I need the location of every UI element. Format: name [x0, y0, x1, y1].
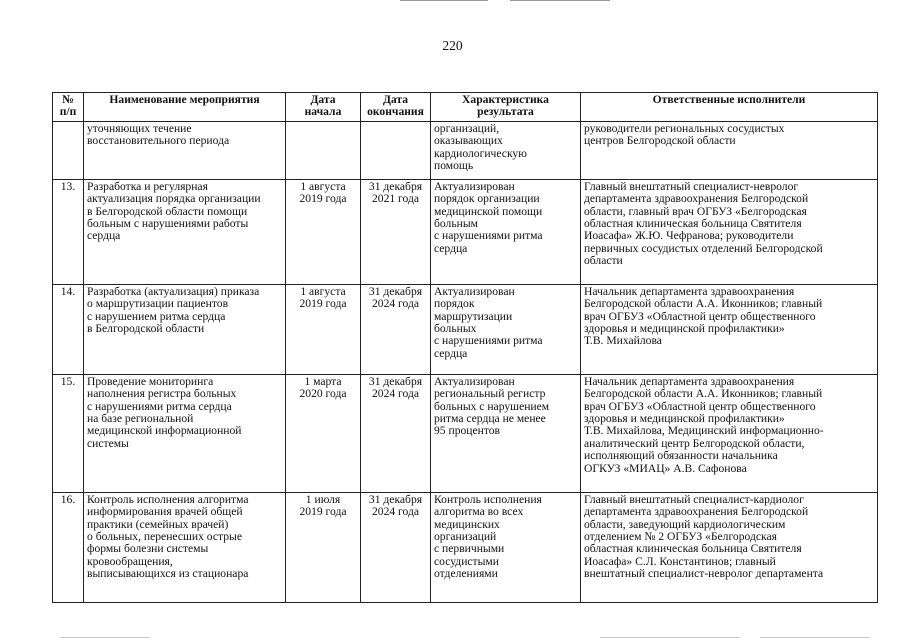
text-line: Дата — [382, 93, 409, 106]
text-line: кардиологическую — [434, 146, 527, 160]
text-line: исполняющий обязанности начальника — [584, 449, 778, 463]
text-line: с нарушениями ритма — [434, 229, 543, 243]
text-line: уточняющих течение — [87, 121, 192, 135]
column-header-end-date — [361, 93, 431, 122]
responsible-persons — [581, 179, 878, 284]
text-line: маршрутизации — [434, 309, 513, 323]
text-line: окончания — [367, 105, 424, 119]
text-line: 2024 года — [371, 387, 420, 401]
text-line: области, заведующий кардиологическим — [584, 517, 786, 531]
bottom-scan-line-left — [60, 637, 150, 638]
start-date — [286, 492, 361, 602]
text-line: 2024 года — [371, 505, 420, 519]
text-line: 1 августа — [300, 284, 346, 298]
responsible-persons — [581, 374, 878, 492]
text-line: центров Белгородской области — [584, 134, 736, 148]
text-line: 2024 года — [371, 297, 420, 311]
column-header-responsible — [581, 93, 878, 122]
text-line: Главный внештатный специалист-кардиолог — [584, 492, 804, 506]
text-line: Начальник департамента здравоохранения — [584, 374, 795, 388]
activity-name — [84, 179, 286, 284]
text-line: актуализация порядка организации — [87, 192, 261, 206]
text-line: ритма сердца не менее — [434, 412, 546, 426]
text-line: Актуализирован — [434, 284, 515, 298]
text-line: врач ОГБУЗ «Областной центр общественного — [584, 399, 816, 413]
text-line: выписывающихся из стационара — [87, 567, 249, 581]
text-line: медицинской помощи — [434, 204, 543, 218]
text-line: отделением № 2 ОГБУЗ «Белгородская — [584, 530, 777, 544]
table-row — [53, 284, 878, 374]
text-line: о больных, перенесших острые — [87, 530, 242, 544]
column-header-result — [431, 93, 581, 122]
start-date — [286, 121, 361, 179]
text-line: больных с нарушением — [434, 399, 550, 413]
text-line: сосудистыми — [434, 554, 499, 568]
text-line: 2019 года — [299, 297, 347, 311]
start-date — [286, 284, 361, 374]
text-line: с первичными — [434, 542, 505, 556]
text-line: на базе региональной — [87, 412, 194, 426]
text-line: 31 декабря — [368, 179, 423, 193]
text-line: наполнения регистра больных — [87, 387, 237, 401]
text-line: 2020 года — [299, 387, 347, 401]
text-line: медицинской информационной — [87, 424, 242, 438]
text-line: 1 августа — [300, 179, 346, 193]
text-line: сердца — [434, 241, 468, 255]
text-line: области, главный врач ОГБУЗ «Белгородская — [584, 204, 807, 218]
text-line: больных — [434, 322, 477, 336]
start-date — [286, 374, 361, 492]
text-line: 31 декабря — [368, 284, 423, 298]
text-line: 31 декабря — [368, 374, 423, 388]
text-line: Контроль исполнения — [434, 492, 542, 506]
activity-name — [84, 374, 286, 492]
text-line: аналитический центр Белгородской области, — [584, 436, 805, 450]
text-line: Иоасафа» С.Л. Константинов; главный — [584, 554, 776, 568]
text-line: системы — [87, 436, 129, 450]
row-number: 13. — [53, 179, 84, 284]
text-line: здоровья и медицинской профилактики» — [584, 412, 785, 426]
text-line: внештатный специалист-невролог департамента — [584, 567, 824, 581]
top-scan-line-left — [400, 0, 488, 1]
text-line: 2019 года — [299, 192, 347, 206]
table-row — [53, 374, 878, 492]
text-line: 2021 года — [371, 192, 420, 206]
table-row — [53, 179, 878, 284]
text-line: областная клиническая больница Святителя — [584, 217, 802, 231]
text-line: больным — [434, 217, 478, 231]
text-line: Иоасафа» Ж.Ю. Чефранова; руководители — [584, 229, 794, 243]
text-line: формы болезни системы — [87, 542, 209, 556]
text-line: 1 июля — [305, 492, 341, 506]
result-description — [431, 492, 581, 602]
text-line: Т.В. Михайлова — [584, 334, 662, 348]
text-line: Т.В. Михайлова, Медицинский информационно- — [584, 424, 824, 438]
text-line: врач ОГБУЗ «Областной центр общественного — [584, 309, 816, 323]
text-line: Белгородской области А.А. Иконников; главный — [584, 387, 823, 401]
text-line: здоровья и медицинской профилактики» — [584, 322, 785, 336]
text-line: Начальник департамента здравоохранения — [584, 284, 795, 298]
text-line: 31 декабря — [368, 492, 423, 506]
text-line: информирования врачей общей — [87, 505, 243, 519]
text-line: результата — [477, 105, 534, 119]
text-line: № — [62, 93, 74, 106]
text-line: начала — [304, 105, 342, 119]
end-date — [361, 121, 431, 179]
top-scan-line-right — [510, 0, 610, 1]
result-description — [431, 179, 581, 284]
text-line: порядок организации — [434, 192, 540, 206]
page-number: 220 — [442, 38, 463, 53]
text-line: Белгородской области А.А. Иконников; главный — [584, 297, 823, 311]
start-date — [286, 179, 361, 284]
text-line: региональный регистр — [434, 387, 546, 401]
row-number — [53, 121, 84, 179]
text-line: с нарушением ритма сердца — [87, 309, 226, 323]
text-line: областная клиническая больница Святителя — [584, 542, 802, 556]
column-header-number — [53, 93, 84, 122]
text-line: помощь — [434, 159, 474, 173]
text-line: ОГКУЗ «МИАЦ» А.В. Сафонова — [584, 461, 747, 475]
text-line: восстановительного периода — [87, 134, 230, 148]
text-line: Наименование мероприятия — [109, 93, 260, 106]
text-line: алгоритма во всех — [434, 505, 524, 519]
text-line: Дата — [310, 93, 336, 106]
text-line: Актуализирован — [434, 179, 515, 193]
end-date — [361, 179, 431, 284]
text-line: области — [584, 254, 623, 268]
responsible-persons — [581, 121, 878, 179]
text-line: практики (семейных врачей) — [87, 517, 229, 531]
column-header-name — [84, 93, 286, 122]
text-line: оказывающих — [434, 134, 503, 148]
text-line: руководители региональных сосудистых — [584, 121, 785, 135]
activity-name — [84, 121, 286, 179]
text-line: 2019 года — [299, 505, 347, 519]
text-line: Проведение мониторинга — [87, 374, 214, 388]
text-line: о маршрутизации пациентов — [87, 297, 229, 311]
text-line: Характеристика — [462, 93, 549, 106]
text-line: организаций, — [434, 121, 500, 135]
text-line: департамента здравоохранения Белгородской — [584, 192, 809, 206]
result-description — [431, 121, 581, 179]
text-line: 95 процентов — [434, 424, 501, 438]
responsible-persons — [581, 492, 878, 602]
table-row — [53, 121, 878, 179]
text-line: департамента здравоохранения Белгородской — [584, 505, 809, 519]
text-line: в Белгородской области помощи — [87, 204, 248, 218]
text-line: сердца — [87, 229, 121, 243]
end-date — [361, 374, 431, 492]
end-date — [361, 492, 431, 602]
text-line: Контроль исполнения алгоритма — [87, 492, 249, 506]
bottom-scan-line-right — [760, 637, 870, 638]
text-line: 1 марта — [304, 374, 342, 388]
text-line: с нарушениями ритма — [434, 334, 543, 348]
row-number: 16. — [53, 492, 84, 602]
text-line: медицинских — [434, 517, 500, 531]
activities-table — [52, 92, 878, 603]
text-line: отделениями — [434, 567, 498, 581]
result-description — [431, 374, 581, 492]
text-line: с нарушениями ритма сердца — [87, 399, 232, 413]
row-number: 15. — [53, 374, 84, 492]
text-line: кровообращения, — [87, 554, 173, 568]
column-header-start-date — [286, 93, 361, 122]
text-line: Актуализирован — [434, 374, 515, 388]
text-line: организаций — [434, 530, 497, 544]
row-number: 14. — [53, 284, 84, 374]
table-row — [53, 492, 878, 602]
text-line: Ответственные исполнители — [652, 93, 806, 106]
text-line: Разработка (актуализация) приказа — [87, 284, 260, 298]
text-line: Разработка и регулярная — [87, 179, 208, 193]
text-line: больным с нарушениями работы — [87, 217, 249, 231]
responsible-persons — [581, 284, 878, 374]
activity-name — [84, 284, 286, 374]
end-date — [361, 284, 431, 374]
table-header-row — [53, 93, 878, 122]
text-line: Главный внештатный специалист-невролог — [584, 179, 799, 193]
text-line: п/п — [59, 105, 77, 119]
text-line: порядок — [434, 297, 475, 311]
activity-name — [84, 492, 286, 602]
text-line: первичных сосудистых отделений Белгородской — [584, 241, 823, 255]
text-line: сердца — [434, 346, 468, 360]
text-line: в Белгородской области — [87, 322, 205, 336]
bottom-scan-line-middle — [600, 637, 740, 638]
result-description — [431, 284, 581, 374]
